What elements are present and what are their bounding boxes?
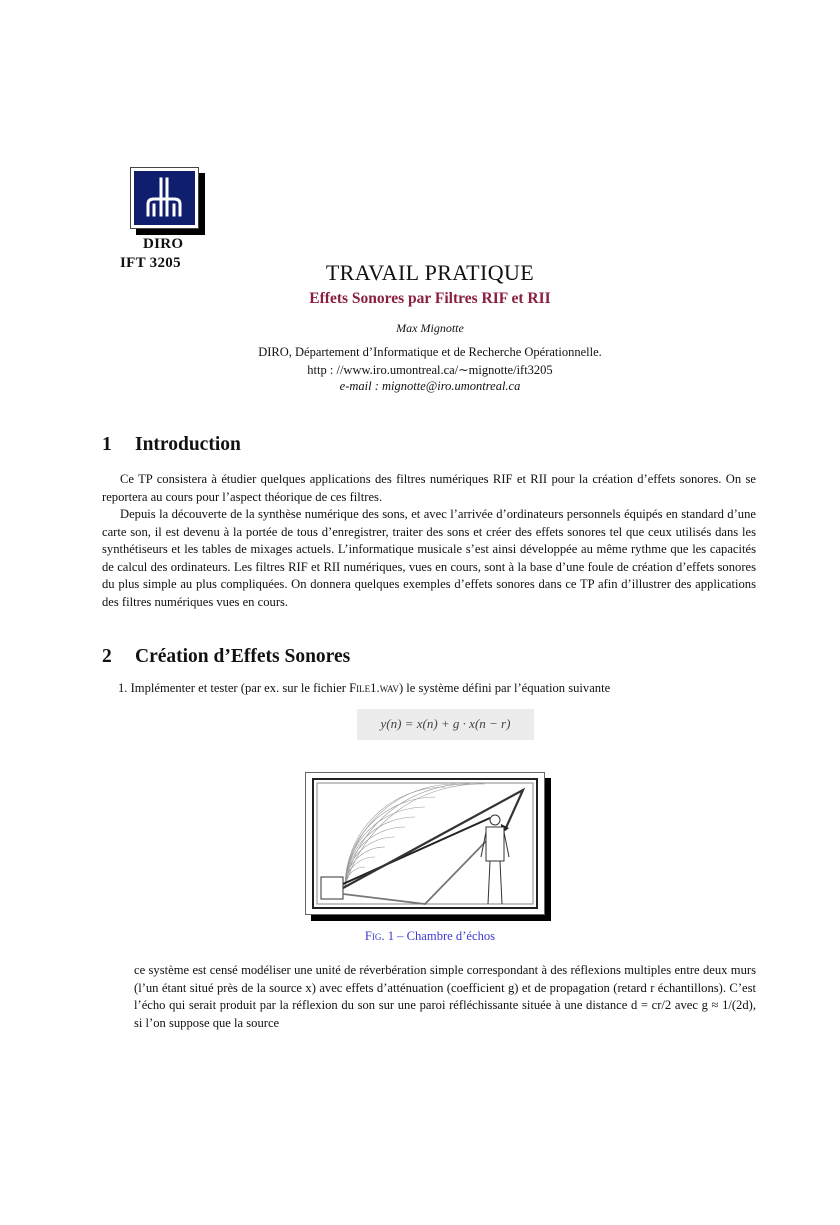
figure-caption — [0, 929, 840, 944]
diro-logo-icon — [134, 171, 195, 225]
intro-paragraph-1: Ce TP consistera à étudier quelques applications des filtres numériques RIF et RII pour la création d’effets sonores. On se reportera au cours pour l’aspect théorique de ces filtres. — [102, 472, 756, 504]
equation: y(n) = x(n) + g · x(n − r) — [380, 716, 511, 731]
section-title: Création d’Effets Sonores — [135, 646, 351, 667]
email-link[interactable]: e-mail : mignotte@iro.umontreal.ca — [339, 379, 521, 393]
speaker-box — [321, 877, 343, 899]
section-heading-introduction — [102, 434, 241, 456]
sound-waves — [345, 784, 485, 887]
logo-label: DIRO — [143, 236, 184, 252]
homepage-link[interactable]: http : //www.iro.umontreal.ca/∼mignotte/ift3205 — [307, 363, 553, 377]
diro-logo — [134, 171, 195, 225]
caption-prefix: Fig. 1 — [364, 929, 395, 943]
list-item-number: 1. — [118, 681, 128, 695]
list-item — [118, 681, 758, 696]
author-name: Max Mignotte — [396, 321, 464, 335]
direct-sound-arrow — [343, 818, 490, 884]
description-paragraph: ce système est censé modéliser une unité de réverbération simple correspondant à des réflexions multiples entre deux murs (l’un étant situé près de la source x) avec effets d’atténuation (coefficient g) et de propagation (retard r échantillons). C’est l’écho qui serait produit par la réflexion du son sur une paroi réfléchissante située à une distance d = cr/2 avec g ≈ 1/(2d), si l’on suppose que la source — [134, 963, 756, 1030]
echo-chamber-figure — [305, 772, 545, 915]
page-title: TRAVAIL PRATIQUE — [325, 260, 535, 285]
affiliation: DIRO, Département d’Informatique et de Recherche Opérationnelle. — [258, 345, 602, 359]
course-code: IFT 3205 — [120, 255, 181, 271]
section-number: 1 — [102, 434, 112, 455]
section-number: 2 — [102, 646, 112, 667]
intro-paragraph-2: Depuis la découverte de la synthèse numérique des sons, et avec l’arrivée d’ordinateurs personnels équipés en standard d’une carte son, il est devenu à la portée de tous d’enregistrer, traiter des sons et créer des effets sonores tel que ceux utilisés dans les synthétiseurs et les tables de mixages actuels. L’informatique musicale s’est ainsi développée au même rythme que les capacités de calcul des ordinateurs. Les filtres RIF et RII numériques, vues en cours, sont à la base d’une foule de création d’effets sonores du plus simple au plus compliquées. On donnera quelques exemples d’effets sonores dans ce TP afin d’illustrer des applications des filtres numériques vues en cours. — [102, 507, 756, 609]
section-title: Introduction — [135, 434, 241, 455]
page-subtitle: Effets Sonores par Filtres RIF et RII — [309, 290, 551, 307]
filename: File1.wav — [349, 681, 399, 695]
list-item-text-before: Implémenter et tester (par ex. sur le fichier — [130, 681, 350, 695]
caption-text: – Chambre d’échos — [394, 929, 496, 943]
list-item-text-after: ) le système défini par l’équation suivante — [398, 681, 611, 695]
section-heading-effets — [102, 646, 350, 668]
